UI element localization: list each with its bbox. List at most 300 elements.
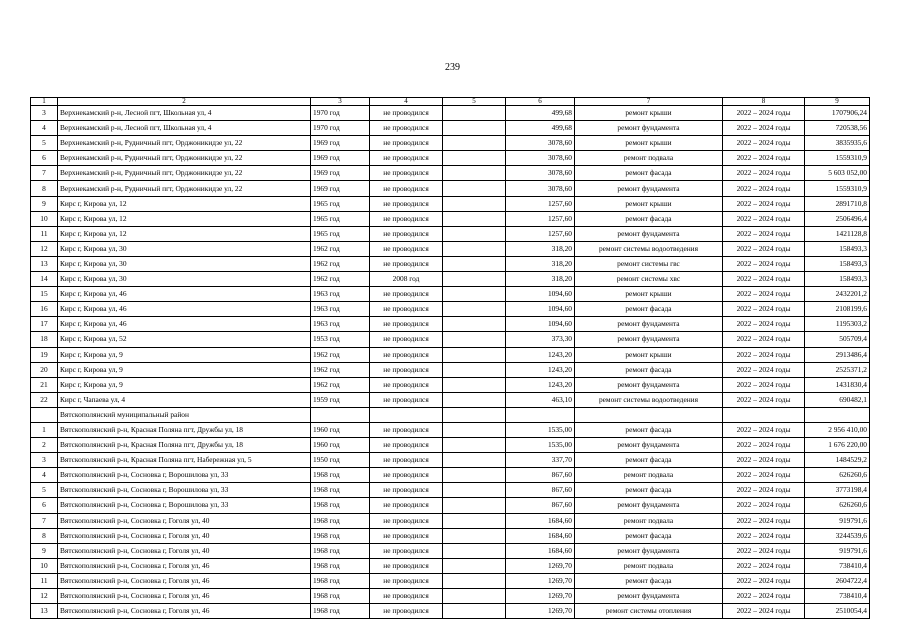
repair-period: 2022 – 2024 годы	[723, 438, 805, 453]
building-area: 318,20	[506, 272, 575, 287]
building-area: 499,68	[506, 121, 575, 136]
row-number: 7	[31, 166, 58, 181]
repair-period: 2022 – 2024 годы	[723, 211, 805, 226]
last-overhaul-year: не проводился	[370, 256, 443, 271]
building-address: Кирс г, Кирова ул, 12	[58, 211, 311, 226]
column-5-value	[443, 317, 506, 332]
last-overhaul-year: не проводился	[370, 106, 443, 121]
repair-work-type: ремонт системы отопления	[575, 604, 723, 619]
building-area: 3078,60	[506, 136, 575, 151]
table-row	[31, 272, 870, 287]
column-5-value	[443, 302, 506, 317]
repair-work-type: ремонт фасада	[575, 483, 723, 498]
row-number: 19	[31, 347, 58, 362]
row-number: 12	[31, 589, 58, 604]
repair-work-type: ремонт системы хвс	[575, 272, 723, 287]
building-area: 867,60	[506, 483, 575, 498]
repair-cost: 2604722,4	[805, 573, 870, 588]
construction-year: 1968 год	[311, 604, 370, 619]
column-5-value	[443, 347, 506, 362]
column-5-value	[443, 256, 506, 271]
repair-cost: 1431830,4	[805, 377, 870, 392]
construction-year: 1968 год	[311, 528, 370, 543]
table-row	[31, 604, 870, 619]
repair-cost: 2108199,6	[805, 302, 870, 317]
column-number: 5	[443, 98, 506, 106]
repair-period: 2022 – 2024 годы	[723, 573, 805, 588]
construction-year: 1968 год	[311, 513, 370, 528]
construction-year: 1968 год	[311, 483, 370, 498]
repair-cost: 2891710,8	[805, 196, 870, 211]
repair-work-type: ремонт фундамента	[575, 332, 723, 347]
column-number-row	[31, 98, 870, 106]
repair-cost: 1559310,9	[805, 181, 870, 196]
table-row	[31, 543, 870, 558]
construction-year: 1970 год	[311, 121, 370, 136]
last-overhaul-year: не проводился	[370, 589, 443, 604]
column-5-value	[443, 498, 506, 513]
row-number: 22	[31, 392, 58, 407]
row-number: 20	[31, 362, 58, 377]
table-row	[31, 498, 870, 513]
last-overhaul-year: не проводился	[370, 226, 443, 241]
column-5-value	[443, 453, 506, 468]
column-5-value	[443, 438, 506, 453]
building-area: 1535,00	[506, 422, 575, 437]
building-address: Вятскополянский р-н, Красная Поляна пгт, Дружбы ул, 18	[58, 422, 311, 437]
repair-period: 2022 – 2024 годы	[723, 347, 805, 362]
repair-work-type: ремонт фасада	[575, 211, 723, 226]
building-address: Вятскополянский р-н, Сосновка г, Ворошилова ул, 33	[58, 468, 311, 483]
building-area: 1269,70	[506, 573, 575, 588]
repair-cost: 626260,6	[805, 498, 870, 513]
repair-work-type: ремонт фасада	[575, 302, 723, 317]
repair-period: 2022 – 2024 годы	[723, 136, 805, 151]
repair-period: 2022 – 2024 годы	[723, 558, 805, 573]
table-row	[31, 528, 870, 543]
last-overhaul-year: не проводился	[370, 347, 443, 362]
table-row	[31, 347, 870, 362]
column-number: 9	[805, 98, 870, 106]
last-overhaul-year: не проводился	[370, 392, 443, 407]
repair-period: 2022 – 2024 годы	[723, 241, 805, 256]
repair-cost: 2525371,2	[805, 362, 870, 377]
column-5-value	[443, 589, 506, 604]
column-5-value	[443, 377, 506, 392]
table-row	[31, 362, 870, 377]
row-number: 4	[31, 121, 58, 136]
building-address: Вятскополянский р-н, Сосновка г, Гоголя ул, 46	[58, 589, 311, 604]
row-number: 3	[31, 106, 58, 121]
column-number: 6	[506, 98, 575, 106]
last-overhaul-year: не проводился	[370, 332, 443, 347]
column-number: 3	[311, 98, 370, 106]
building-address: Верхнекамский р-н, Рудничный пгт, Орджоникидзе ул, 22	[58, 181, 311, 196]
building-area: 1094,60	[506, 317, 575, 332]
table-row	[31, 211, 870, 226]
building-area: 867,60	[506, 498, 575, 513]
building-area: 1269,70	[506, 589, 575, 604]
repair-cost: 158493,3	[805, 256, 870, 271]
table-row	[31, 438, 870, 453]
building-address: Кирс г, Кирова ул, 12	[58, 196, 311, 211]
repair-period: 2022 – 2024 годы	[723, 392, 805, 407]
column-5-value	[443, 272, 506, 287]
row-number: 10	[31, 211, 58, 226]
table-row	[31, 513, 870, 528]
column-5-value	[443, 196, 506, 211]
row-number: 15	[31, 287, 58, 302]
column-5-value	[443, 468, 506, 483]
table-row	[31, 226, 870, 241]
repair-cost: 919791,6	[805, 543, 870, 558]
repair-work-type: ремонт фасада	[575, 166, 723, 181]
building-area: 1684,60	[506, 543, 575, 558]
building-area: 3078,60	[506, 166, 575, 181]
column-5-value	[443, 483, 506, 498]
building-address: Кирс г, Кирова ул, 12	[58, 226, 311, 241]
last-overhaul-year: не проводился	[370, 453, 443, 468]
table-row	[31, 241, 870, 256]
construction-year: 1968 год	[311, 558, 370, 573]
repair-work-type: ремонт фундамента	[575, 377, 723, 392]
row-number: 18	[31, 332, 58, 347]
last-overhaul-year: не проводился	[370, 573, 443, 588]
building-area: 1257,60	[506, 196, 575, 211]
repair-work-type: ремонт фундамента	[575, 589, 723, 604]
row-number: 6	[31, 498, 58, 513]
repair-work-type: ремонт фундамента	[575, 543, 723, 558]
construction-year: 1969 год	[311, 166, 370, 181]
repair-work-type: ремонт фундамента	[575, 121, 723, 136]
row-number: 9	[31, 543, 58, 558]
repair-work-type: ремонт фасада	[575, 573, 723, 588]
last-overhaul-year: не проводился	[370, 302, 443, 317]
repair-period: 2022 – 2024 годы	[723, 256, 805, 271]
last-overhaul-year: не проводился	[370, 211, 443, 226]
construction-year: 1965 год	[311, 226, 370, 241]
repair-cost: 1484529,2	[805, 453, 870, 468]
table-row	[31, 317, 870, 332]
repair-period: 2022 – 2024 годы	[723, 302, 805, 317]
construction-year: 1960 год	[311, 422, 370, 437]
building-address: Кирс г, Кирова ул, 46	[58, 317, 311, 332]
repair-work-type: ремонт подвала	[575, 151, 723, 166]
repair-cost: 2913486,4	[805, 347, 870, 362]
last-overhaul-year	[370, 407, 443, 422]
last-overhaul-year: не проводился	[370, 181, 443, 196]
repair-period: 2022 – 2024 годы	[723, 226, 805, 241]
last-overhaul-year: не проводился	[370, 241, 443, 256]
column-5-value	[443, 558, 506, 573]
repair-work-type: ремонт фундамента	[575, 181, 723, 196]
building-area: 1257,60	[506, 226, 575, 241]
table-row	[31, 181, 870, 196]
repair-period: 2022 – 2024 годы	[723, 287, 805, 302]
repair-period: 2022 – 2024 годы	[723, 604, 805, 619]
construction-year: 1962 год	[311, 241, 370, 256]
repair-work-type: ремонт системы гвс	[575, 256, 723, 271]
row-number: 12	[31, 241, 58, 256]
last-overhaul-year: не проводился	[370, 136, 443, 151]
construction-year: 1950 год	[311, 453, 370, 468]
last-overhaul-year: не проводился	[370, 377, 443, 392]
table-row	[31, 589, 870, 604]
column-5-value	[443, 106, 506, 121]
repair-work-type: ремонт фундамента	[575, 226, 723, 241]
last-overhaul-year: 2008 год	[370, 272, 443, 287]
repair-work-type	[575, 407, 723, 422]
building-area	[506, 407, 575, 422]
building-area: 1535,00	[506, 438, 575, 453]
building-address: Вятскополянский р-н, Красная Поляна пгт, Дружбы ул, 18	[58, 438, 311, 453]
column-5-value	[443, 604, 506, 619]
last-overhaul-year: не проводился	[370, 422, 443, 437]
building-address: Верхнекамский р-н, Рудничный пгт, Орджоникидзе ул, 22	[58, 151, 311, 166]
column-5-value	[443, 407, 506, 422]
last-overhaul-year: не проводился	[370, 287, 443, 302]
building-area: 1269,70	[506, 604, 575, 619]
repair-period: 2022 – 2024 годы	[723, 543, 805, 558]
table-row	[31, 196, 870, 211]
repair-cost: 2432201,2	[805, 287, 870, 302]
building-address: Вятскополянский р-н, Сосновка г, Ворошилова ул, 33	[58, 483, 311, 498]
repair-cost: 2510054,4	[805, 604, 870, 619]
repair-cost: 919791,6	[805, 513, 870, 528]
repair-period: 2022 – 2024 годы	[723, 362, 805, 377]
repair-cost: 1707906,24	[805, 106, 870, 121]
repair-period: 2022 – 2024 годы	[723, 106, 805, 121]
table-row	[31, 302, 870, 317]
repair-cost: 505709,4	[805, 332, 870, 347]
repair-period: 2022 – 2024 годы	[723, 513, 805, 528]
table-row	[31, 558, 870, 573]
repair-period: 2022 – 2024 годы	[723, 121, 805, 136]
table-row	[31, 166, 870, 181]
row-number: 13	[31, 256, 58, 271]
repair-work-type: ремонт фундамента	[575, 317, 723, 332]
table-row	[31, 136, 870, 151]
building-address: Кирс г, Кирова ул, 46	[58, 287, 311, 302]
table-row	[31, 377, 870, 392]
building-address: Верхнекамский р-н, Рудничный пгт, Орджоникидзе ул, 22	[58, 136, 311, 151]
page-number: 239	[445, 62, 460, 73]
construction-year: 1953 год	[311, 332, 370, 347]
repair-work-type: ремонт фасада	[575, 422, 723, 437]
row-number: 16	[31, 302, 58, 317]
repair-work-type: ремонт подвала	[575, 558, 723, 573]
repair-period: 2022 – 2024 годы	[723, 332, 805, 347]
building-address: Кирс г, Кирова ул, 52	[58, 332, 311, 347]
repair-cost: 2506496,4	[805, 211, 870, 226]
column-5-value	[443, 166, 506, 181]
building-area: 318,20	[506, 256, 575, 271]
repair-period: 2022 – 2024 годы	[723, 468, 805, 483]
column-5-value	[443, 241, 506, 256]
building-area: 1243,20	[506, 377, 575, 392]
building-address: Вятскополянский р-н, Сосновка г, Гоголя ул, 46	[58, 573, 311, 588]
construction-year: 1968 год	[311, 543, 370, 558]
row-number: 9	[31, 196, 58, 211]
last-overhaul-year: не проводился	[370, 483, 443, 498]
column-5-value	[443, 181, 506, 196]
repair-program-table	[30, 97, 870, 619]
table-row	[31, 422, 870, 437]
construction-year: 1963 год	[311, 287, 370, 302]
building-address: Вятскополянский р-н, Сосновка г, Гоголя ул, 40	[58, 513, 311, 528]
repair-period: 2022 – 2024 годы	[723, 166, 805, 181]
building-address: Вятскополянский р-н, Сосновка г, Гоголя ул, 46	[58, 558, 311, 573]
row-number: 14	[31, 272, 58, 287]
last-overhaul-year: не проводился	[370, 468, 443, 483]
building-address: Кирс г, Кирова ул, 30	[58, 241, 311, 256]
row-number: 2	[31, 438, 58, 453]
repair-work-type: ремонт системы водоотведения	[575, 241, 723, 256]
repair-period: 2022 – 2024 годы	[723, 453, 805, 468]
repair-cost: 3835935,6	[805, 136, 870, 151]
building-address: Вятскополянский р-н, Красная Поляна пгт, Набережная ул, 5	[58, 453, 311, 468]
repair-period: 2022 – 2024 годы	[723, 196, 805, 211]
repair-work-type: ремонт подвала	[575, 513, 723, 528]
building-area: 1257,60	[506, 211, 575, 226]
building-address: Кирс г, Кирова ул, 9	[58, 377, 311, 392]
repair-cost: 738410,4	[805, 589, 870, 604]
column-number: 2	[58, 98, 311, 106]
construction-year: 1969 год	[311, 136, 370, 151]
row-number: 11	[31, 226, 58, 241]
column-5-value	[443, 543, 506, 558]
building-area: 318,20	[506, 241, 575, 256]
row-number: 10	[31, 558, 58, 573]
row-number: 17	[31, 317, 58, 332]
row-number: 8	[31, 528, 58, 543]
building-area: 337,70	[506, 453, 575, 468]
row-number: 8	[31, 181, 58, 196]
last-overhaul-year: не проводился	[370, 528, 443, 543]
building-address: Кирс г, Кирова ул, 9	[58, 347, 311, 362]
building-area: 463,10	[506, 392, 575, 407]
last-overhaul-year: не проводился	[370, 317, 443, 332]
column-number: 8	[723, 98, 805, 106]
column-number: 7	[575, 98, 723, 106]
building-area: 1094,60	[506, 287, 575, 302]
construction-year: 1969 год	[311, 151, 370, 166]
table-row	[31, 256, 870, 271]
repair-cost: 1421128,8	[805, 226, 870, 241]
row-number: 7	[31, 513, 58, 528]
repair-period: 2022 – 2024 годы	[723, 377, 805, 392]
repair-cost: 3244539,6	[805, 528, 870, 543]
repair-cost: 1559310,9	[805, 151, 870, 166]
repair-cost: 738410,4	[805, 558, 870, 573]
repair-period: 2022 – 2024 годы	[723, 483, 805, 498]
building-address: Вятскополянский р-н, Сосновка г, Гоголя ул, 40	[58, 528, 311, 543]
table-row	[31, 573, 870, 588]
column-5-value	[443, 528, 506, 543]
repair-cost: 2 956 410,00	[805, 422, 870, 437]
repair-cost: 626260,6	[805, 468, 870, 483]
table-row	[31, 106, 870, 121]
column-5-value	[443, 211, 506, 226]
repair-period	[723, 407, 805, 422]
last-overhaul-year: не проводился	[370, 121, 443, 136]
column-5-value	[443, 362, 506, 377]
building-address: Кирс г, Чапаева ул, 4	[58, 392, 311, 407]
building-area: 1243,20	[506, 347, 575, 362]
last-overhaul-year: не проводился	[370, 196, 443, 211]
building-area: 1684,60	[506, 528, 575, 543]
last-overhaul-year: не проводился	[370, 604, 443, 619]
table-row	[31, 453, 870, 468]
repair-cost: 158493,3	[805, 241, 870, 256]
last-overhaul-year: не проводился	[370, 151, 443, 166]
construction-year: 1963 год	[311, 317, 370, 332]
section-heading-row	[31, 407, 870, 422]
repair-work-type: ремонт крыши	[575, 347, 723, 362]
repair-cost: 158493,3	[805, 272, 870, 287]
building-address: Верхнекамский р-н, Лесной пгт, Школьная ул, 4	[58, 121, 311, 136]
repair-period: 2022 – 2024 годы	[723, 272, 805, 287]
row-number: 1	[31, 422, 58, 437]
column-5-value	[443, 422, 506, 437]
column-5-value	[443, 226, 506, 241]
repair-period: 2022 – 2024 годы	[723, 317, 805, 332]
construction-year: 1968 год	[311, 498, 370, 513]
repair-period: 2022 – 2024 годы	[723, 528, 805, 543]
building-area: 1094,60	[506, 302, 575, 317]
construction-year: 1963 год	[311, 302, 370, 317]
last-overhaul-year: не проводился	[370, 543, 443, 558]
last-overhaul-year: не проводился	[370, 438, 443, 453]
table-row	[31, 483, 870, 498]
column-5-value	[443, 136, 506, 151]
repair-cost: 720538,56	[805, 121, 870, 136]
construction-year: 1969 год	[311, 181, 370, 196]
repair-work-type: ремонт системы водоотведения	[575, 392, 723, 407]
construction-year: 1962 год	[311, 347, 370, 362]
column-number: 1	[31, 98, 58, 106]
construction-year: 1968 год	[311, 468, 370, 483]
row-number: 21	[31, 377, 58, 392]
building-address: Вятскополянский р-н, Сосновка г, Ворошилова ул, 33	[58, 498, 311, 513]
table-row	[31, 121, 870, 136]
column-5-value	[443, 513, 506, 528]
construction-year: 1962 год	[311, 272, 370, 287]
building-address: Верхнекамский р-н, Рудничный пгт, Орджоникидзе ул, 22	[58, 166, 311, 181]
repair-cost: 690482,1	[805, 392, 870, 407]
building-area: 373,30	[506, 332, 575, 347]
repair-period: 2022 – 2024 годы	[723, 151, 805, 166]
last-overhaul-year: не проводился	[370, 166, 443, 181]
last-overhaul-year: не проводился	[370, 558, 443, 573]
repair-work-type: ремонт подвала	[575, 468, 723, 483]
building-area: 3078,60	[506, 181, 575, 196]
repair-work-type: ремонт крыши	[575, 196, 723, 211]
construction-year: 1965 год	[311, 211, 370, 226]
repair-period: 2022 – 2024 годы	[723, 498, 805, 513]
repair-work-type: ремонт крыши	[575, 287, 723, 302]
building-area: 867,60	[506, 468, 575, 483]
building-area: 499,68	[506, 106, 575, 121]
construction-year: 1962 год	[311, 362, 370, 377]
repair-cost: 1 676 220,00	[805, 438, 870, 453]
row-number: 11	[31, 573, 58, 588]
row-number: 4	[31, 468, 58, 483]
building-address: Вятскополянский р-н, Сосновка г, Гоголя ул, 40	[58, 543, 311, 558]
building-area: 1684,60	[506, 513, 575, 528]
repair-work-type: ремонт фундамента	[575, 438, 723, 453]
column-number: 4	[370, 98, 443, 106]
